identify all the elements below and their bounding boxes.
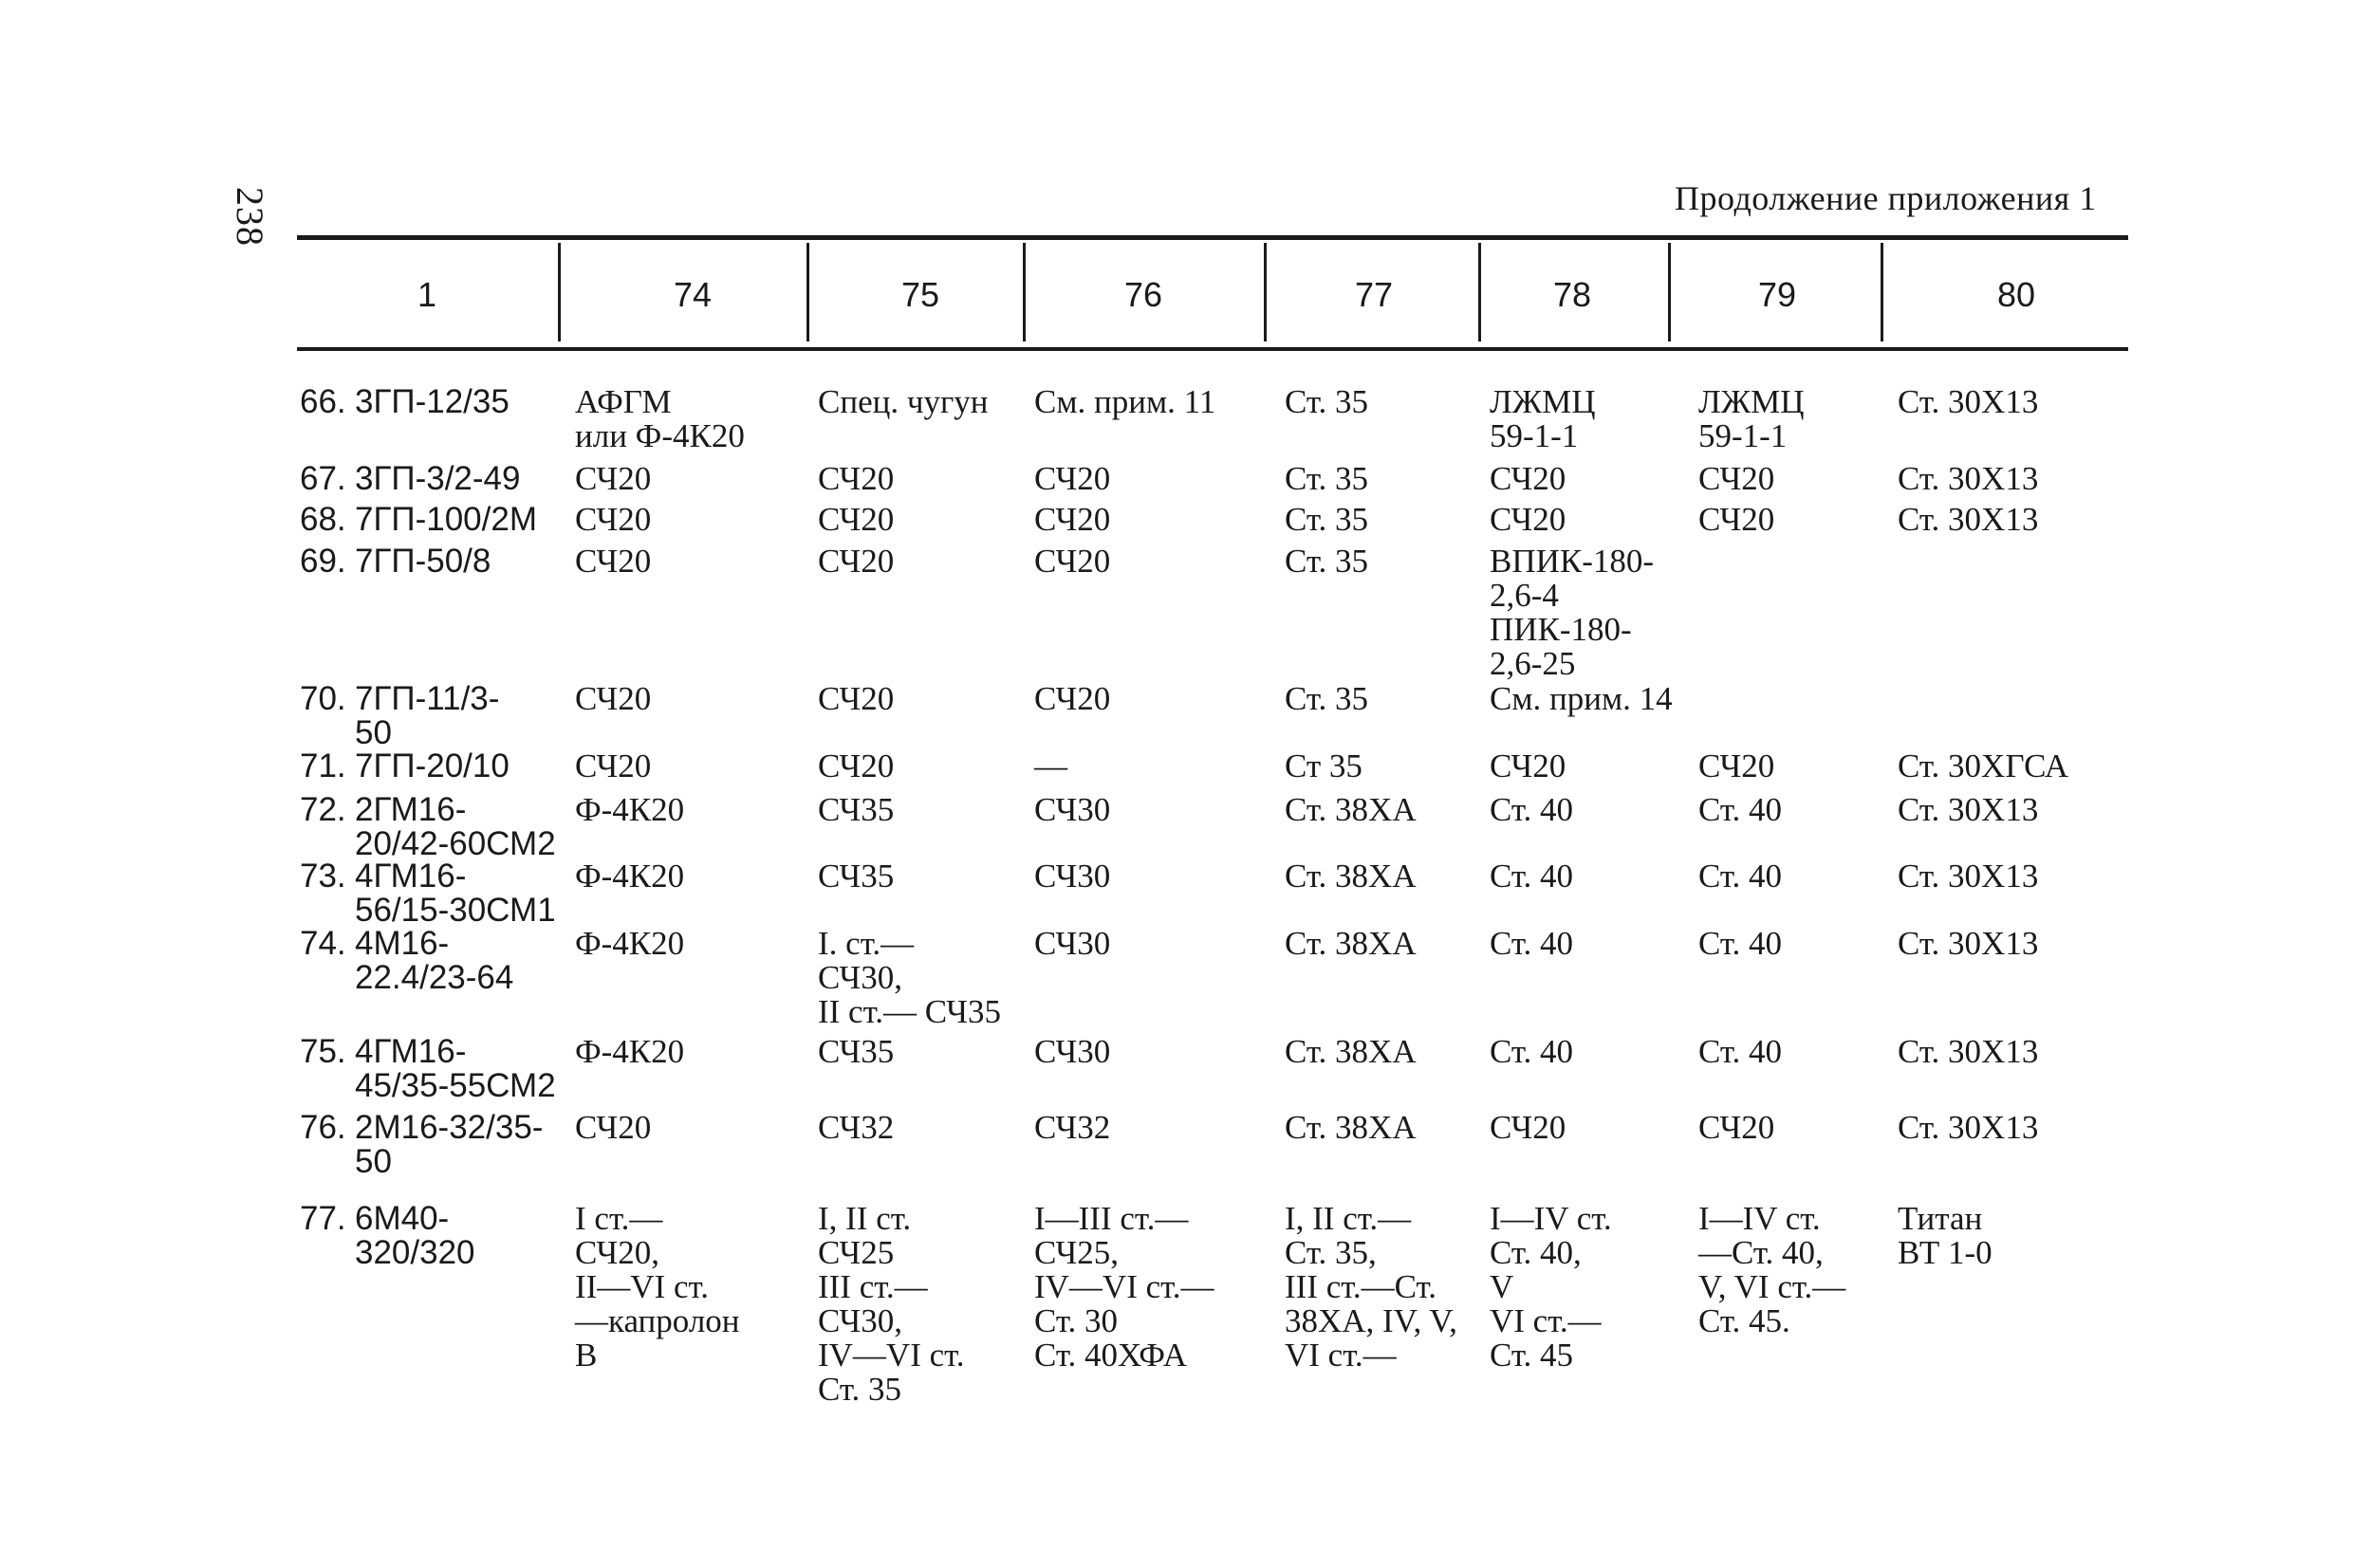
- material-cell: СЧ20: [1490, 747, 1566, 784]
- material-cell: I—III ст.— СЧ25, IV—VI ст.— Ст. 30 Ст. 40ХФА: [1034, 1200, 1214, 1374]
- material-cell: СЧ20: [1698, 1109, 1775, 1146]
- column-divider: [1881, 243, 1883, 341]
- material-cell: СЧ35: [818, 858, 895, 895]
- material-cell: СЧ20: [1034, 460, 1111, 497]
- material-cell: Ст. 40: [1490, 791, 1574, 828]
- material-cell: Ст. 30Х13: [1898, 383, 2039, 420]
- material-cell: Ст. 38ХА: [1285, 1033, 1417, 1070]
- material-cell: Ст. 35: [1285, 383, 1369, 420]
- column-header-74: 74: [673, 275, 713, 314]
- material-cell: См. прим. 11: [1034, 383, 1216, 420]
- material-cell: СЧ20: [818, 501, 895, 538]
- row-number: 76.: [300, 1109, 346, 1146]
- material-cell: СЧ20: [818, 680, 895, 717]
- material-cell: СЧ20: [818, 747, 895, 784]
- material-cell: СЧ30: [1034, 1033, 1111, 1070]
- material-cell: Ст. 40: [1490, 858, 1574, 895]
- machine-model-cell: 3ГП-12/35: [355, 383, 510, 420]
- row-number: 75.: [300, 1033, 346, 1070]
- material-cell: СЧ20: [1490, 460, 1566, 497]
- material-cell: СЧ20: [575, 1109, 652, 1146]
- column-divider: [1478, 243, 1481, 341]
- material-cell: СЧ20: [1698, 460, 1775, 497]
- material-cell: Ст. 40: [1698, 858, 1783, 895]
- material-cell: СЧ20: [575, 501, 652, 538]
- material-cell: СЧ20: [575, 680, 652, 717]
- material-cell: СЧ30: [1034, 858, 1111, 895]
- material-cell: Ст. 30Х13: [1898, 1033, 2039, 1070]
- material-cell: ЛЖМЦ 59-1-1: [1490, 383, 1596, 454]
- material-cell: СЧ20: [1034, 543, 1111, 580]
- material-cell: Ст. 40: [1698, 1033, 1783, 1070]
- machine-model-cell: 4ГМ16- 56/15-30СМ1: [355, 858, 556, 929]
- row-number: 69.: [300, 543, 346, 580]
- material-cell: СЧ35: [818, 1033, 895, 1070]
- material-cell: СЧ20: [575, 747, 652, 784]
- material-cell: ЛЖМЦ 59-1-1: [1698, 383, 1805, 454]
- row-number: 70.: [300, 680, 346, 717]
- column-header-79: 79: [1757, 275, 1797, 314]
- material-cell: СЧ20: [1034, 680, 1111, 717]
- material-cell: Ст. 35: [1285, 501, 1369, 538]
- material-cell: Ст. 30ХГСА: [1898, 747, 2068, 784]
- machine-model-cell: 7ГП-50/8: [355, 543, 491, 580]
- material-cell: СЧ32: [818, 1109, 895, 1146]
- material-cell: СЧ20: [1490, 501, 1566, 538]
- machine-model-cell: 7ГП-100/2М: [355, 501, 537, 538]
- row-number: 73.: [300, 858, 346, 895]
- row-number: 66.: [300, 383, 346, 420]
- material-cell: Ст 35: [1285, 747, 1362, 784]
- machine-model-cell: 2ГМ16- 20/42-60СМ2: [355, 791, 556, 862]
- machine-model-cell: 6М40- 320/320: [355, 1200, 475, 1271]
- material-cell: Ф-4К20: [575, 858, 685, 895]
- column-header-77: 77: [1354, 275, 1394, 314]
- material-cell: Ст. 40: [1490, 925, 1574, 962]
- machine-model-cell: 2М16-32/35- 50: [355, 1109, 544, 1180]
- material-cell: СЧ32: [1034, 1109, 1111, 1146]
- material-cell: Ф-4К20: [575, 791, 685, 828]
- machine-model-cell: 3ГП-3/2-49: [355, 460, 521, 497]
- material-cell: СЧ30: [1034, 791, 1111, 828]
- row-number: 68.: [300, 501, 346, 538]
- material-cell: Ст. 38ХА: [1285, 925, 1417, 962]
- table-header-rule: [297, 347, 2128, 351]
- machine-model-cell: 4М16- 22.4/23-64: [355, 925, 514, 996]
- column-divider: [1264, 243, 1267, 341]
- column-divider: [1023, 243, 1026, 341]
- material-cell: СЧ30: [1034, 925, 1111, 962]
- material-cell: СЧ20: [818, 460, 895, 497]
- material-cell: Ст. 40: [1698, 925, 1783, 962]
- material-cell: Ст. 30Х13: [1898, 925, 2039, 962]
- material-cell: СЧ20: [575, 543, 652, 580]
- material-cell: I ст.— СЧ20, II—VI ст. —капролон В: [575, 1200, 740, 1374]
- material-cell: Ст. 30Х13: [1898, 1109, 2039, 1146]
- material-cell: Ф-4К20: [575, 1033, 685, 1070]
- material-cell: —: [1034, 747, 1067, 784]
- column-divider: [1668, 243, 1671, 341]
- material-cell: I—IV ст. —Ст. 40, V, VI ст.— Ст. 45.: [1698, 1200, 1846, 1339]
- column-divider: [558, 243, 561, 341]
- row-number: 72.: [300, 791, 346, 828]
- material-cell: Спец. чугун: [818, 383, 989, 420]
- material-cell: I, II ст. СЧ25 III ст.— СЧ30, IV—VI ст. Ст. 35: [818, 1200, 965, 1408]
- material-cell: Ст. 40: [1698, 791, 1783, 828]
- machine-model-cell: 4ГМ16- 45/35-55СМ2: [355, 1033, 556, 1104]
- column-header-78: 78: [1552, 275, 1592, 314]
- material-cell: СЧ20: [1490, 1109, 1566, 1146]
- material-cell: См. прим. 14: [1490, 680, 1673, 717]
- continuation-heading: Продолжение приложения 1: [1675, 179, 2097, 217]
- column-header-80: 80: [1996, 275, 2036, 314]
- machine-model-cell: 7ГП-11/3- 50: [355, 680, 500, 751]
- material-cell: СЧ20: [1698, 747, 1775, 784]
- material-cell: Ст. 38ХА: [1285, 1109, 1417, 1146]
- table-top-rule: [297, 235, 2128, 240]
- material-cell: СЧ20: [818, 543, 895, 580]
- material-cell: Ст. 30Х13: [1898, 460, 2039, 497]
- material-cell: Ст. 35: [1285, 680, 1369, 717]
- column-header-75: 75: [900, 275, 940, 314]
- material-cell: СЧ20: [1698, 501, 1775, 538]
- row-number: 74.: [300, 925, 346, 962]
- material-cell: Титан ВТ 1-0: [1898, 1200, 1993, 1271]
- material-cell: ВПИК-180- 2,6-4 ПИК-180- 2,6-25: [1490, 543, 1655, 682]
- machine-model-cell: 7ГП-20/10: [355, 747, 510, 784]
- material-cell: Ст. 30Х13: [1898, 501, 2039, 538]
- material-cell: I—IV ст. Ст. 40, V VI ст.— Ст. 45: [1490, 1200, 1612, 1374]
- material-cell: Ст. 35: [1285, 543, 1369, 580]
- material-cell: Ф-4К20: [575, 925, 685, 962]
- row-number: 67.: [300, 460, 346, 497]
- material-cell: Ст. 35: [1285, 460, 1369, 497]
- material-cell: I. ст.— СЧ30, II ст.— СЧ35: [818, 925, 1001, 1030]
- material-cell: Ст. 30Х13: [1898, 858, 2039, 895]
- material-cell: I, II ст.— Ст. 35, III ст.—Ст. 38ХА, IV, V, VI ст.—: [1285, 1200, 1457, 1374]
- material-cell: Ст. 38ХА: [1285, 858, 1417, 895]
- column-header-76: 76: [1123, 275, 1163, 314]
- material-cell: Ст. 30Х13: [1898, 791, 2039, 828]
- material-cell: Ст. 40: [1490, 1033, 1574, 1070]
- row-number: 71.: [300, 747, 346, 784]
- row-number: 77.: [300, 1200, 346, 1237]
- material-cell: СЧ20: [575, 460, 652, 497]
- page-number: 238: [229, 187, 271, 247]
- column-header-1: 1: [417, 275, 437, 314]
- material-cell: СЧ35: [818, 791, 895, 828]
- material-cell: СЧ20: [1034, 501, 1111, 538]
- material-cell: АФГМ или Ф-4К20: [575, 383, 745, 454]
- material-cell: Ст. 38ХА: [1285, 791, 1417, 828]
- column-divider: [806, 243, 809, 341]
